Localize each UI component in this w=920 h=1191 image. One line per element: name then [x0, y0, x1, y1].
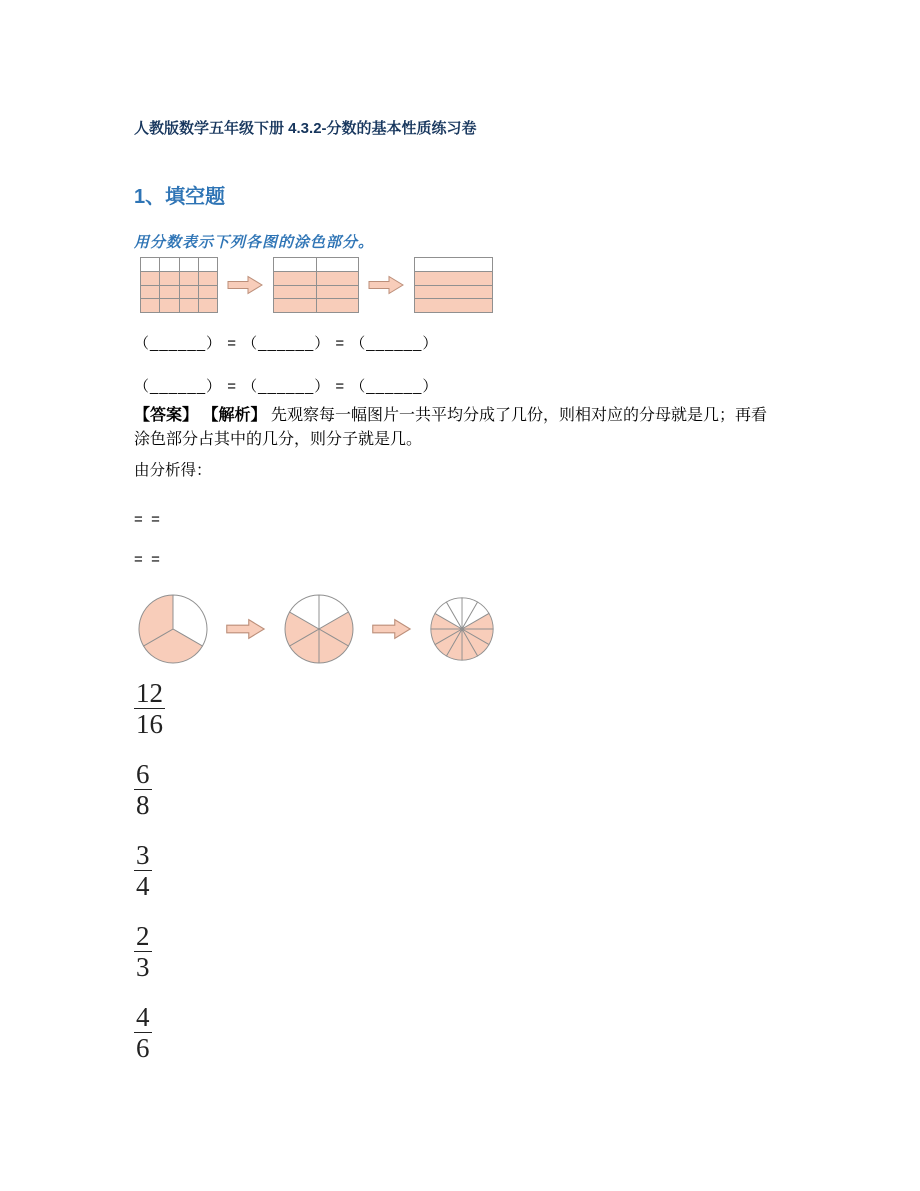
- blank-equation-line-2: （______） = （______） = （______）: [134, 378, 439, 395]
- blank-equation-line-1: （______） = （______） = （______）: [134, 335, 439, 352]
- fraction-denominator: 3: [136, 952, 150, 982]
- grid-cell: [317, 286, 359, 299]
- fraction-numerator: 2: [136, 921, 150, 951]
- analysis-lead: 由分析得：: [134, 462, 212, 479]
- section-heading: 1、填空题: [134, 186, 226, 208]
- grid-cell: [160, 286, 178, 299]
- grid-cell: [415, 272, 492, 285]
- grid-cell: [274, 286, 316, 299]
- circle-figure-sixths: [283, 593, 355, 665]
- equation-line-2: = =: [134, 551, 160, 568]
- grid-cell: [141, 299, 159, 312]
- fraction-numerator: 3: [136, 840, 150, 870]
- grid-cell: [160, 272, 178, 285]
- grid-cell: [317, 299, 359, 312]
- fraction-6-8: [134, 759, 152, 820]
- equation-line-1: = =: [134, 511, 160, 528]
- fraction-denominator: 6: [136, 1033, 150, 1063]
- arrow-right-icon: [227, 275, 264, 295]
- grid-cell: [199, 272, 217, 285]
- analysis-label: 【解析】: [202, 407, 267, 424]
- circle-figure-thirds: [137, 593, 209, 665]
- answer-label: 【答案】: [134, 407, 199, 424]
- fraction-answer-row: [134, 678, 880, 739]
- fraction-answers: [134, 678, 880, 1063]
- arrow-right-icon: [225, 618, 267, 640]
- fraction-2-3: [134, 921, 152, 982]
- grid-figure-eighths: [273, 257, 359, 313]
- fraction-answer-row: [134, 921, 880, 982]
- grid-figure-sixteenths: [140, 257, 218, 313]
- fraction-numerator: 12: [136, 678, 163, 708]
- fraction-3-4: [134, 840, 152, 901]
- grid-cell: [180, 272, 198, 285]
- fraction-answer-row: [134, 1002, 880, 1063]
- grid-cell: [415, 286, 492, 299]
- grid-cell: [415, 299, 492, 312]
- fraction-answer-row: [134, 840, 880, 901]
- grid-cell: [317, 272, 359, 285]
- grid-cell: [199, 258, 217, 271]
- fraction-12-16: [134, 678, 165, 739]
- grid-cell: [180, 286, 198, 299]
- grid-cell: [180, 258, 198, 271]
- grid-figure-quarters: [414, 257, 493, 313]
- grid-cell: [141, 258, 159, 271]
- fraction-4-6: [134, 1002, 152, 1063]
- grid-cell: [274, 272, 316, 285]
- grid-cell: [141, 272, 159, 285]
- grid-cell: [415, 258, 492, 271]
- arrow-right-icon: [368, 275, 405, 295]
- fraction-denominator: 16: [136, 709, 163, 739]
- analysis-text: 先观察每一幅图片一共平均分成了几份，则相对应的分母就是几；再看涂色部分占其中的几分，则分子就是几。: [134, 407, 767, 448]
- grid-cell: [160, 299, 178, 312]
- document-title: 人教版数学五年级下册 4.3.2-分数的基本性质练习卷: [134, 120, 477, 137]
- grid-cell: [317, 258, 359, 271]
- fraction-answer-row: [134, 759, 880, 820]
- circle-figures-row: [137, 592, 880, 666]
- fraction-denominator: 4: [136, 871, 150, 901]
- arrow-right-icon: [371, 618, 413, 640]
- fraction-numerator: 4: [136, 1002, 150, 1032]
- instruction-text: 用分数表示下列各图的涂色部分。: [134, 234, 375, 251]
- circle-figure-twelfths: [429, 596, 495, 662]
- grid-cell: [141, 286, 159, 299]
- grid-cell: [160, 258, 178, 271]
- fraction-numerator: 6: [136, 759, 150, 789]
- grid-cell: [199, 286, 217, 299]
- grid-cell: [274, 258, 316, 271]
- grid-cell: [274, 299, 316, 312]
- grid-figures-row: [140, 257, 880, 313]
- grid-cell: [199, 299, 217, 312]
- grid-cell: [180, 299, 198, 312]
- answer-analysis-paragraph: [134, 404, 782, 452]
- fraction-denominator: 8: [136, 790, 150, 820]
